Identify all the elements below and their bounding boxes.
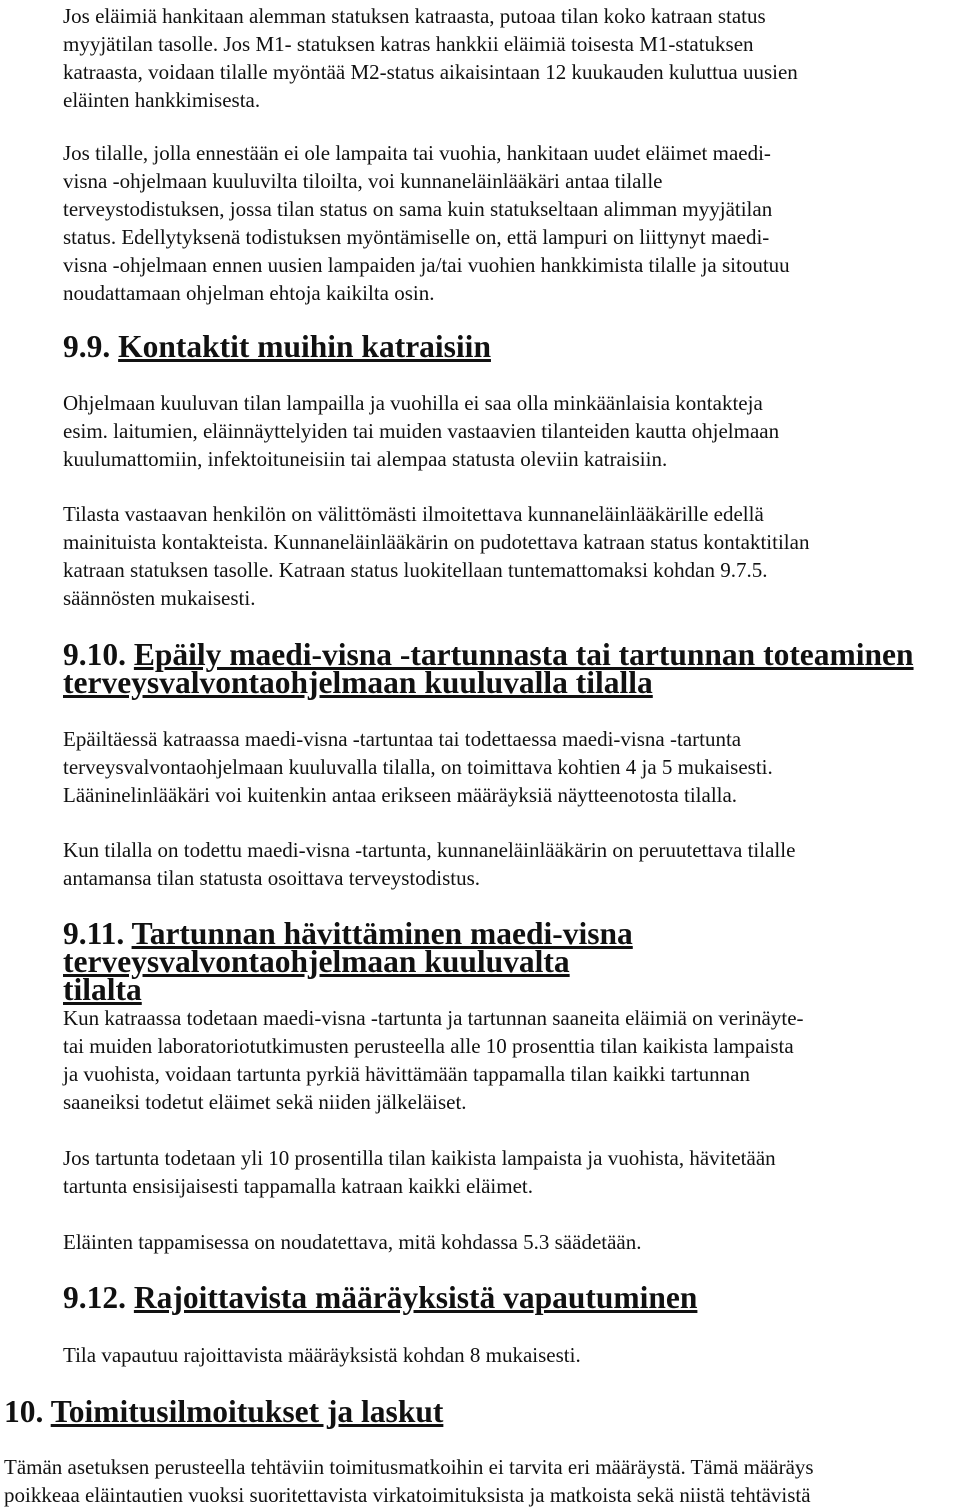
- paragraph-travel-orders: Tämän asetuksen perusteella tehtäviin toimitusmatkoihin ei tarvita eri määräystä. Tämä määräys poikkeaa eläintautien vuoksi suoritettavista virkatoimituksista ja matkoista sekä niistä tehtävistä: [4, 1455, 814, 1507]
- paragraph-release-restrictions: Tila vapautuu rajoittavista määräyksistä kohdan 8 mukaisesti.: [63, 1343, 581, 1367]
- heading-title: Rajoittavista määräyksistä vapautuminen: [133, 1280, 698, 1315]
- heading-number: 9.9.: [63, 329, 111, 364]
- heading-number: 9.10.: [63, 637, 126, 672]
- paragraph-report-contacts: Tilasta vastaavan henkilön on välittömästi ilmoitettava kunnaneläinlääkärille edellä mainituista kontakteista. Kunnaneläinlääkärin on pudotettava katraan status kontaktitilan katraan statuksen tasolle. Katraan status luokitellaan tuntemattomaksi kohdan 9.7.5. säännösten mukaisesti.: [63, 502, 810, 610]
- paragraph-revoke-certificate: Kun tilalla on todettu maedi-visna -tartunta, kunnaneläinlääkärin on peruutettava tilalle antamansa tilan statusta osoittava terveystodistus.: [63, 838, 796, 890]
- heading-title: Tartunnan hävittäminen maedi-visna terveysvalvontaohjelmaan kuuluvalta tilalta: [63, 916, 633, 1007]
- paragraph-contacts-forbidden: Ohjelmaan kuuluvan tilan lampailla ja vuohilla ei saa olla minkäänlaisia kontakteja esim. laitumien, eläinnäyttelyiden tai muiden vastaavien tilanteiden kautta ohjelmaan kuulumattomiin, infektoituneisiin tai alempaa statusta oleviin katraisiin.: [63, 391, 780, 471]
- heading-title: Epäily maedi-visna -tartunnasta tai tartunnan toteaminen terveysvalvontaohjelmaan kuuluvalla tilalla: [63, 637, 914, 700]
- paragraph-status-drop: Jos eläimiä hankitaan alemman statuksen katraasta, putoaa tilan koko katraan status myyjätilan tasolle. Jos M1- statuksen katras hankkii eläimiä toisesta M1-statuksen katraasta, voidaan tilalle myöntää M2-status aikaisintaan 12 kuukauden kuluttua uusien eläinten hankkimisesta.: [63, 4, 798, 112]
- paragraph-killing-rules: Eläinten tappamisessa on noudatettava, mitä kohdassa 5.3 säädetään.: [63, 1230, 642, 1254]
- paragraph-suspected-infection: Epäiltäessä katraassa maedi-visna -tartuntaa tai todettaessa maedi-visna -tartunta terveysvalvontaohjelmaan kuuluvalla tilalla, on toimittava kohtien 4 ja 5 mukaisesti. Lääninelinlääkäri voi kuitenkin antaa erikseen määräyksiä näytteenotosta tilalla.: [63, 727, 773, 807]
- heading-number: 9.12.: [63, 1280, 126, 1315]
- heading-9-10: [63, 637, 948, 700]
- heading-number: 9.11.: [63, 916, 125, 951]
- paragraph-eradication-under-10: Kun katraassa todetaan maedi-visna -tartunta ja tartunnan saaneita eläimiä on verinäyte- tai muiden laboratoriotutkimusten perusteella alle 10 prosenttia tilan kaikista lampaista ja vuohista, voidaan tartunta pyrkiä hävittämään tappamalla tilan kaikki tartunnan saaneiksi todetut eläimet sekä niiden jälkeläiset.: [63, 1006, 804, 1114]
- heading-title: Toimitusilmoitukset ja laskut: [50, 1394, 444, 1429]
- heading-10: [4, 1394, 889, 1429]
- paragraph-new-herd-certificate: Jos tilalle, jolla ennestään ei ole lampaita tai vuohia, hankitaan uudet eläimet maedi- visna -ohjelmaan kuuluvilta tiloilta, voi kunnaneläinlääkäri antaa tilalle terveystodistuksen, jossa tilan status on sama kuin statukseltaan alimman myyjätilan status. Edellytyksenä todistuksen myöntämiselle on, että lampuri on liittynyt maedi- visna -ohjelmaan ennen uusien lampaiden ja/tai vuohien hankkimista tilalle ja sitoutuu noudattamaan ohjelman ehtoja kaikilta osin.: [63, 141, 790, 305]
- heading-number: 10.: [4, 1394, 44, 1429]
- heading-9-12: [63, 1280, 948, 1315]
- heading-9-11: [63, 916, 948, 1007]
- heading-9-9: [63, 329, 948, 364]
- heading-title: Kontaktit muihin katraisiin: [118, 329, 491, 364]
- paragraph-eradication-over-10: Jos tartunta todetaan yli 10 prosentilla tilan kaikista lampaista ja vuohista, hävitetään tartunta ensisijaisesti tappamalla katraan kaikki eläimet.: [63, 1146, 776, 1198]
